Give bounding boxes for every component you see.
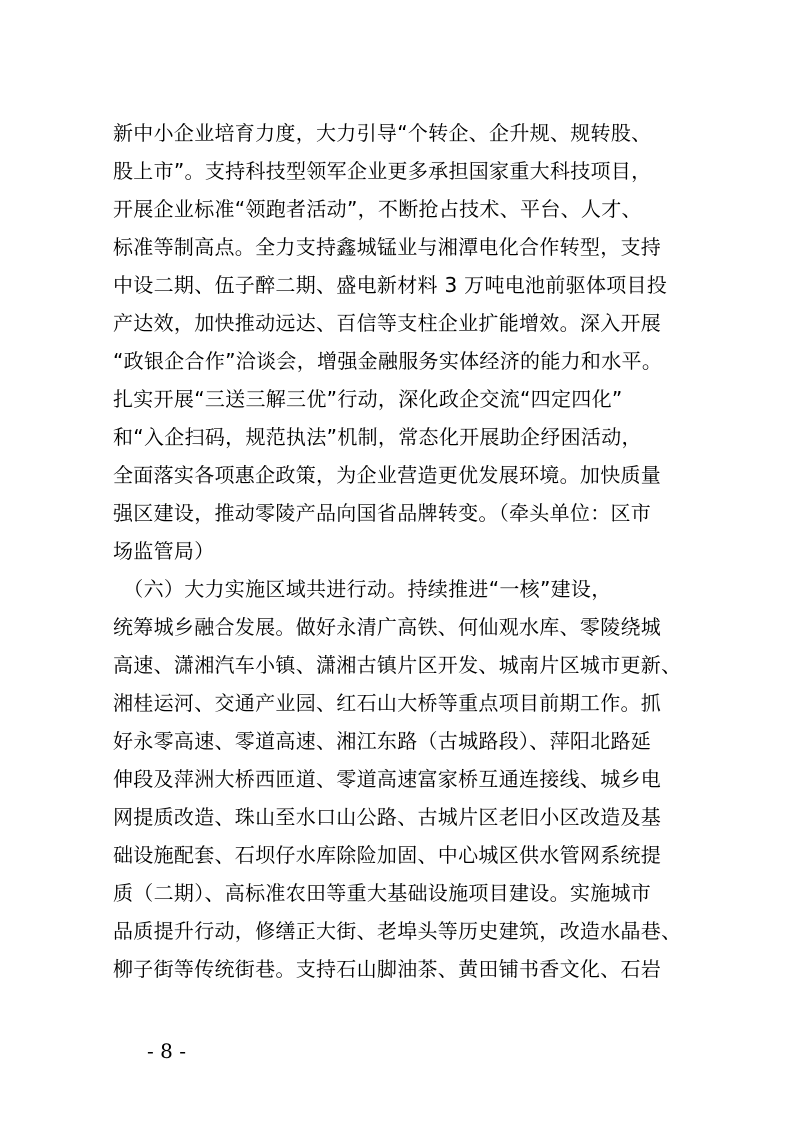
text-line: 中设二期、伍子醉二期、盛电新材料 3 万吨电池前驱体项目投 <box>113 273 668 297</box>
text-line: 产达效，加快推动远达、百信等支柱企业扩能增效。深入开展 <box>113 311 662 335</box>
text-line: 好永零高速、零道高速、湘江东路（古城路段）、萍阳北路延 <box>113 729 652 753</box>
text-line: 全面落实各项惠企政策，为企业营造更优发展环境。加快质量 <box>113 463 662 487</box>
text-line: 开展企业标准“领跑者活动”，不断抢占技术、平台、人才、 <box>113 197 642 221</box>
text-line: 股上市”。支持科技型领军企业更多承担国家重大科技项目， <box>113 159 652 183</box>
text-line: 扎实开展“三送三解三优”行动，深化政企交流“四定四化” <box>113 387 623 411</box>
text-line: 高速、潇湘汽车小镇、潇湘古镇片区开发、城南片区城市更新、 <box>113 653 682 677</box>
text-line: 和“入企扫码，规范执法”机制，常态化开展助企纾困活动， <box>113 425 642 449</box>
text-line: 网提质改造、珠山至水口山公路、古城片区老旧小区改造及基 <box>113 805 662 829</box>
text-line: 柳子街等传统街巷。支持石山脚油茶、黄田铺书香文化、石岩 <box>113 957 662 981</box>
text-line: 质（二期）、高标准农田等重大基础设施项目建设。实施城市 <box>113 881 652 905</box>
text-line: 统筹城乡融合发展。做好永清广高铁、何仙观水库、零陵绕城 <box>113 615 662 639</box>
page-number: - 8 - <box>147 1039 186 1063</box>
text-line: 标准等制高点。全力支持鑫城锰业与湘潭电化合作转型，支持 <box>113 235 662 259</box>
text-line: 新中小企业培育力度，大力引导“个转企、企升规、规转股、 <box>113 121 652 145</box>
text-line: 础设施配套、石坝仔水库除险加固、中心城区供水管网系统提 <box>113 843 662 867</box>
text-line: 湘桂运河、交通产业园、红石山大桥等重点项目前期工作。抓 <box>113 691 662 715</box>
text-line: 品质提升行动，修缮正大街、老埠头等历史建筑，改造水晶巷、 <box>113 919 682 943</box>
text-line: 伸段及萍洲大桥西匝道、零道高速富家桥互通连接线、城乡电 <box>113 767 662 791</box>
text-line: 场监管局） <box>113 539 215 563</box>
text-line: （六）大力实施区域共进行动。持续推进“一核”建设， <box>113 577 612 601</box>
text-line: “政银企合作”洽谈会，增强金融服务实体经济的能力和水平。 <box>113 349 663 373</box>
text-line: 强区建设，推动零陵产品向国省品牌转变。（牵头单位：区市 <box>113 501 652 525</box>
